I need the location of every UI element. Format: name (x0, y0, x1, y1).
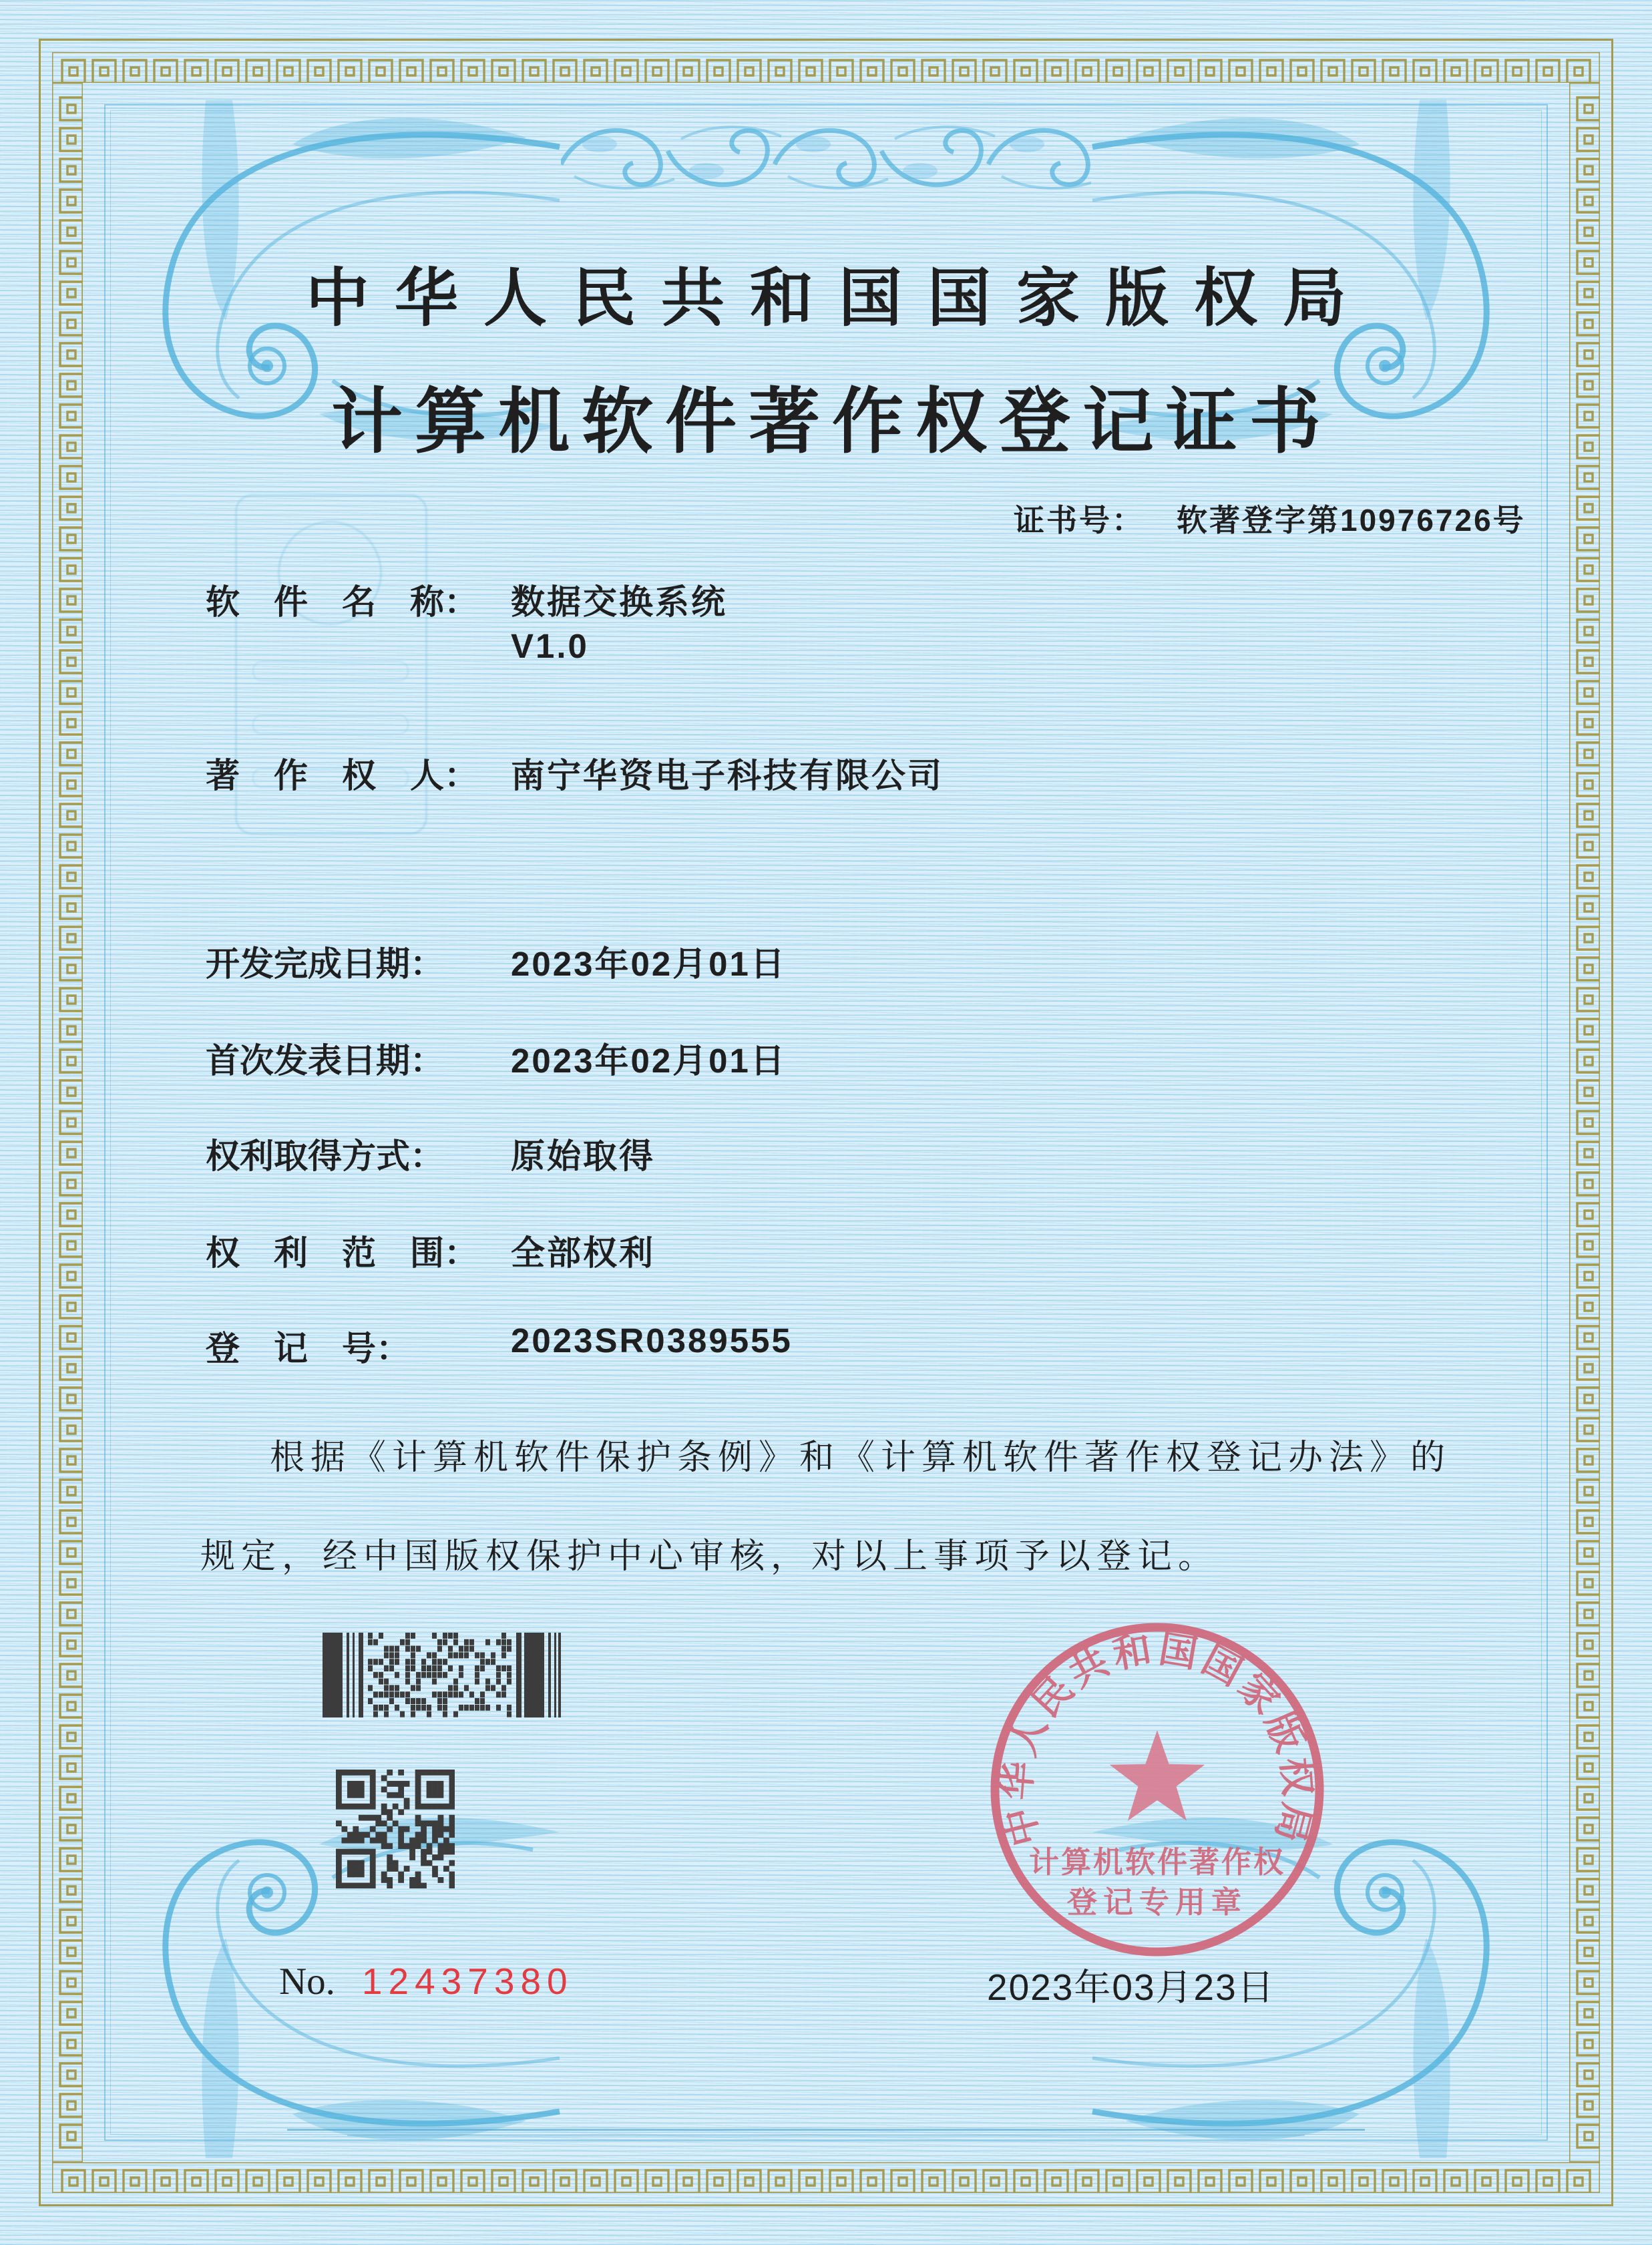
certificate-number-label: 证书号： (1014, 503, 1145, 538)
field-label: 首次发表日期： (206, 1042, 445, 1080)
field-label: 登 记 号： (206, 1330, 411, 1368)
field-label: 软 件 名 称： (206, 583, 479, 621)
certificate-number-line (1014, 496, 1526, 540)
certificate-title: 计算机软件著作权登记证书 (331, 381, 1333, 461)
seal-line2: 登记专用章 (1066, 1885, 1248, 1919)
qr-code (336, 1770, 455, 1888)
star-icon (1110, 1730, 1205, 1821)
field-value: 南宁华资电子科技有限公司 (511, 757, 944, 795)
serial-number: 12437380 (361, 1961, 574, 2002)
field-label: 开发完成日期： (206, 945, 445, 983)
field-registration-number (206, 1321, 793, 1370)
field-label: 权 利 范 围： (206, 1234, 479, 1272)
top-scroll-band (561, 112, 1091, 212)
field-value: 2023年02月01日 (511, 945, 787, 983)
seal-arc-text: 中华人民共和国国家版权局 (995, 1627, 1319, 1851)
field-value: 全部权利 (511, 1234, 656, 1272)
field-value: 原始取得 (511, 1137, 656, 1175)
pdf417-barcode (323, 1633, 561, 1717)
field-value: 2023SR0389555 (511, 1321, 793, 1360)
seal-line1: 计算机软件著作权 (1028, 1845, 1286, 1879)
field-value: 数据交换系统 (511, 583, 728, 621)
issue-date: 2023年03月23日 (987, 1967, 1275, 2008)
statement-line-2: 规定，经中国版权保护中心审核，对以上事项予以登记。 (200, 1537, 1219, 1576)
corner-ornament-bottom-left (99, 1758, 566, 2158)
field-copyright-owner (206, 748, 944, 797)
field-rights-acquisition (206, 1129, 656, 1178)
field-value: 2023年02月01日 (511, 1042, 787, 1080)
software-version: V1.0 (511, 627, 589, 665)
field-label: 权利取得方式： (206, 1137, 445, 1175)
certificate-number-value: 软著登字第10976726号 (1177, 503, 1526, 538)
official-seal (984, 1616, 1331, 1963)
issuing-authority-title: 中华人民共和国国家版权局 (305, 263, 1372, 334)
serial-number-line (279, 1959, 574, 2003)
statement-line-1: 根据《计算机软件保护条例》和《计算机软件著作权登记办法》的 (270, 1438, 1452, 1477)
field-dev-complete-date (206, 936, 787, 986)
field-rights-scope (206, 1225, 656, 1275)
field-label: 著 作 权 人： (206, 757, 479, 795)
field-first-publish-date (206, 1033, 787, 1082)
bottom-rule-line (287, 2129, 1365, 2131)
field-software-name (206, 574, 728, 624)
greek-key-border-top (52, 52, 1600, 83)
bottom-rule-line-thin (347, 2135, 1305, 2136)
greek-key-border-bottom (52, 2162, 1600, 2193)
serial-label: No. (279, 1961, 335, 2003)
